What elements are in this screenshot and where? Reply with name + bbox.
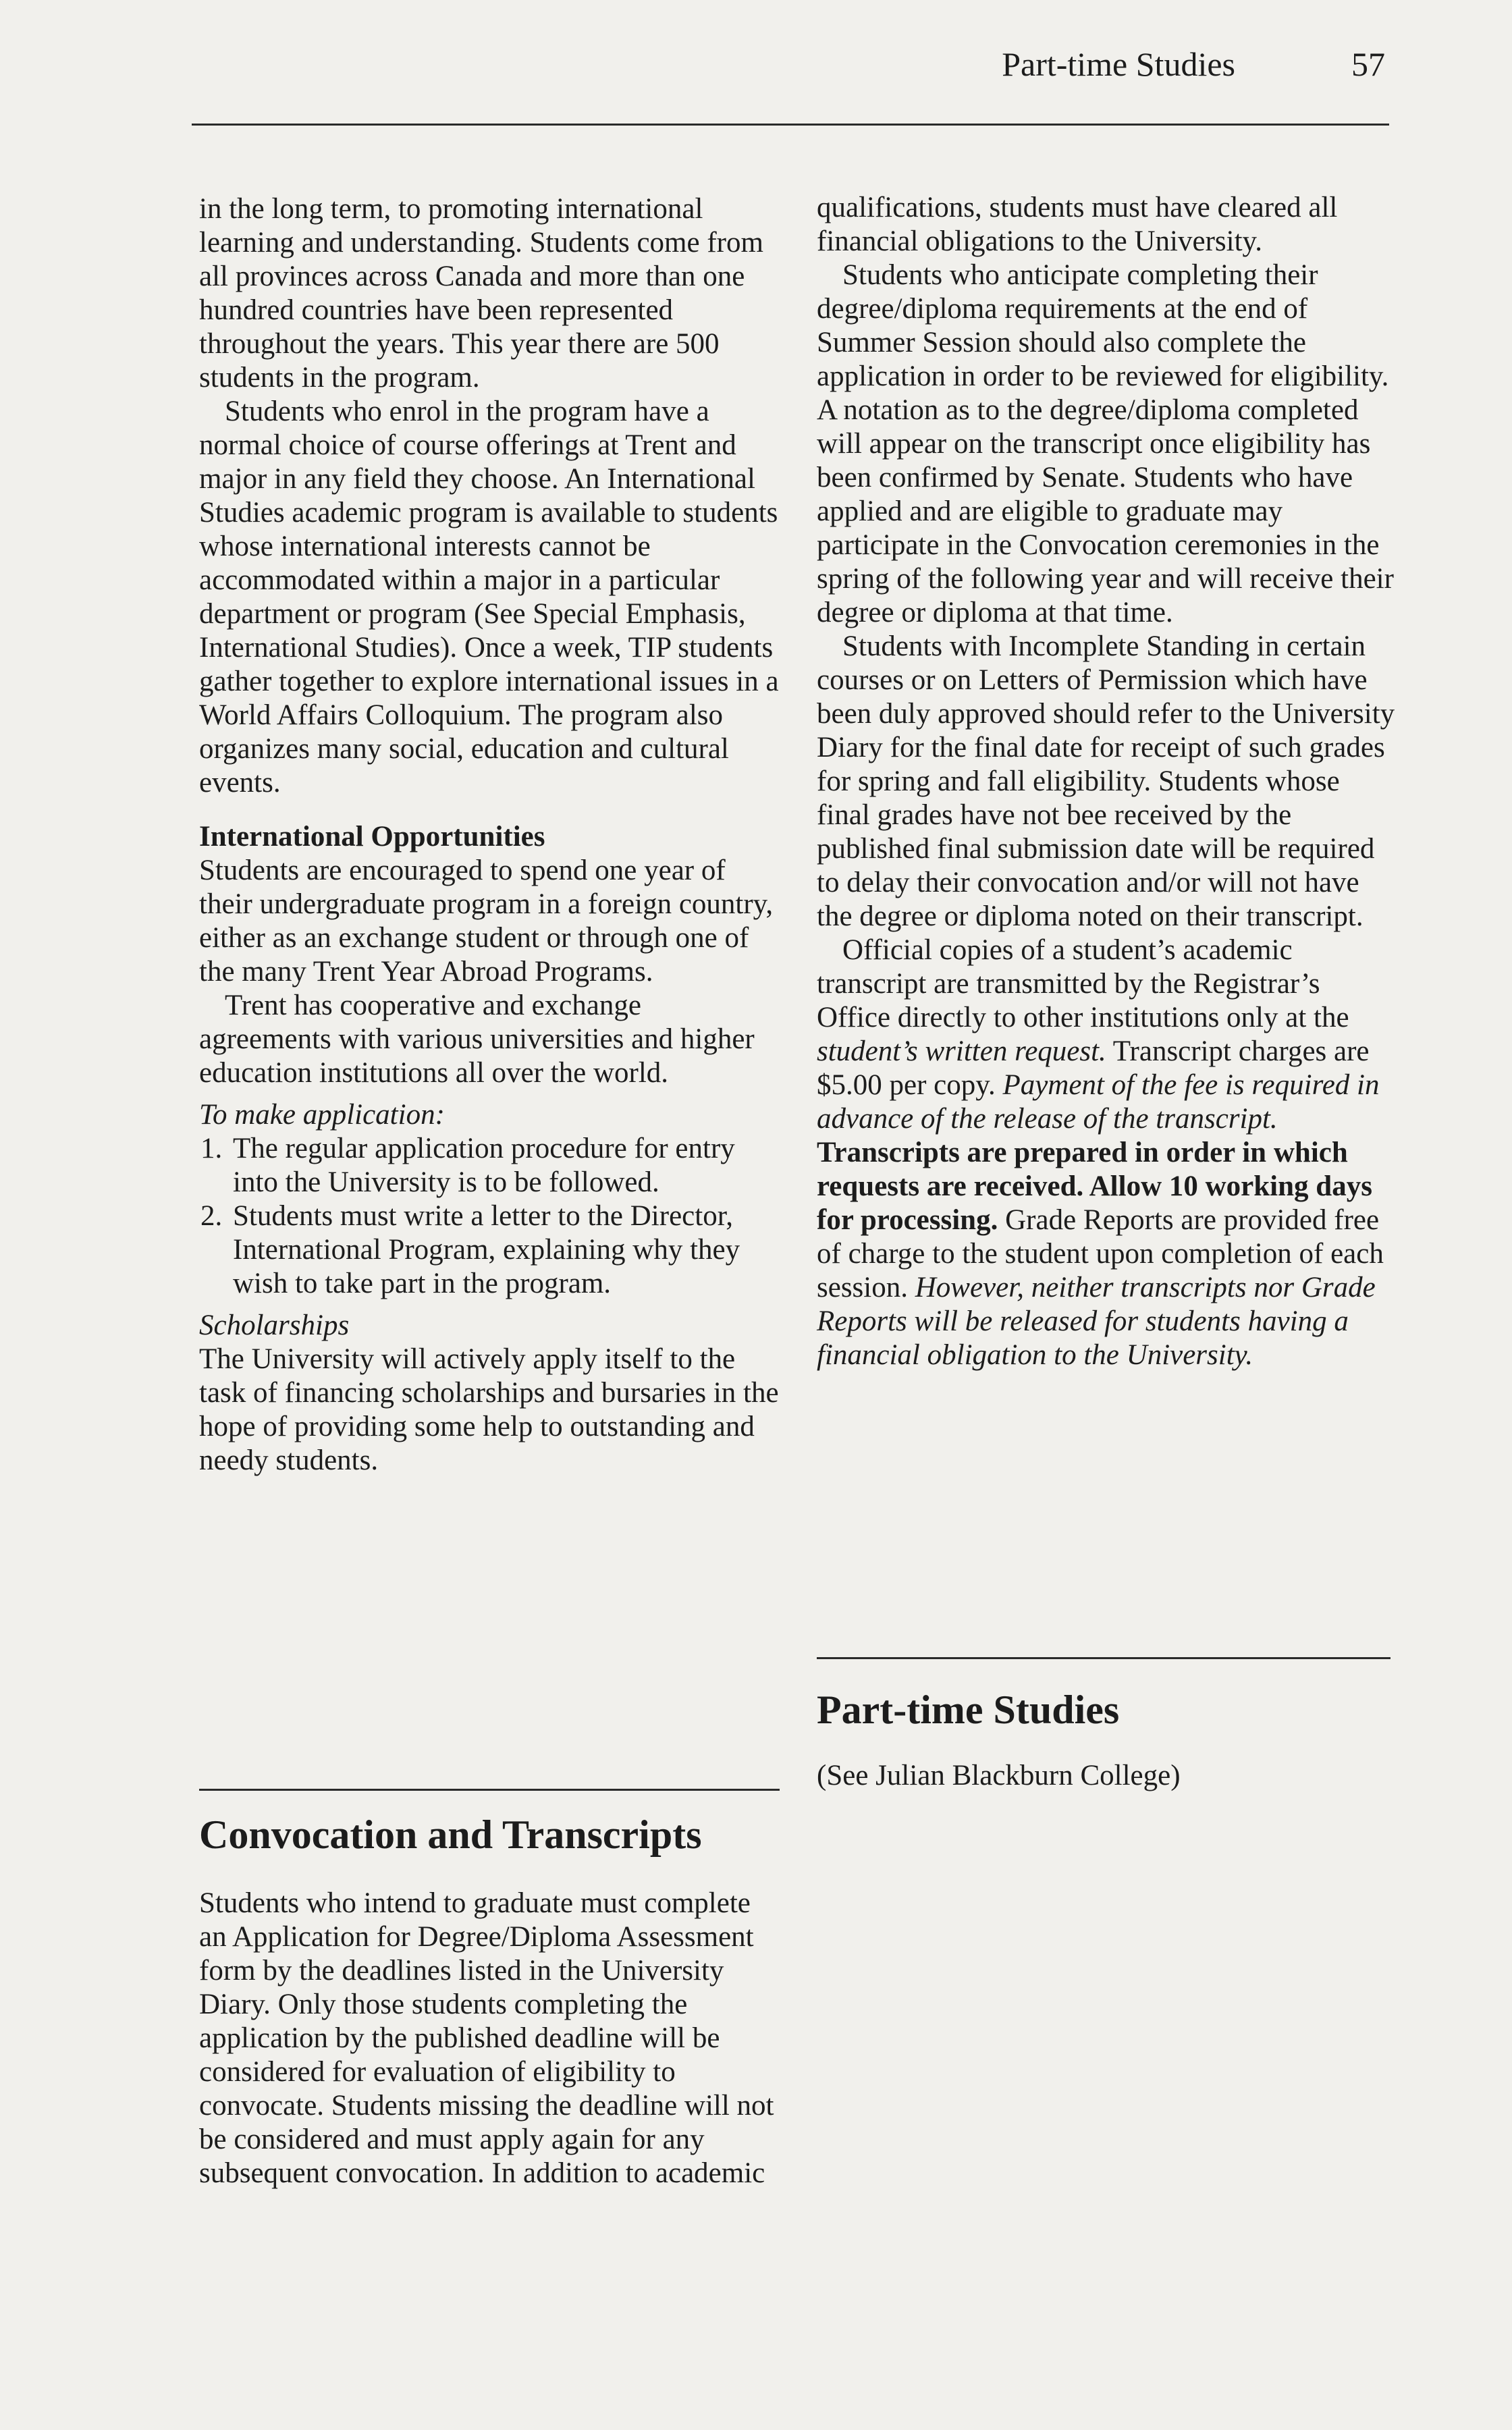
left-column (199, 192, 780, 1478)
running-header-title: Part-time Studies (1002, 45, 1235, 83)
list-item (199, 1199, 780, 1301)
section-title-part-time-studies: Part-time Studies (817, 1688, 1120, 1732)
text-run-italic: Payment of the fee is required in advance of the release of the transcript. (817, 1069, 1380, 1135)
text-run-bold: Transcripts are prepared in order in which requests are received. Allow 10 working days for processing. (817, 1137, 1372, 1236)
right-column (817, 191, 1397, 1372)
application-steps-list (199, 1132, 780, 1301)
section-rule (199, 1789, 780, 1791)
list-item-number: 2. (200, 1200, 223, 1232)
list-item-text: Students must write a letter to the Director, International Program, explaining why they wish to take part in the program. (233, 1200, 740, 1299)
convocation-section (199, 1789, 780, 2190)
paragraph: Students who anticipate completing their degree/diploma requirements at the end of Summer Session should also complete the application in order to be reviewed for eligibility. A notation as to the degree/diploma completed will appear on the transcript once eligibility has been confirmed by Senate. Students who have applied and are eligible to graduate may participate in the Convocation ceremonies in the spring of the following year and will receive their degree or diploma at that time. (817, 259, 1394, 628)
paragraph: Trent has cooperative and exchange agreements with various universities and higher education institutions all over the world. (199, 990, 755, 1089)
paragraph: qualifications, students must have cleared all financial obligations to the University. (817, 192, 1338, 257)
part-time-studies-section (817, 1657, 1390, 1793)
text-run: Transcript charges are $5.00 per copy. (817, 1035, 1370, 1101)
text-run-italic: However, neither transcripts nor Grade Reports will be released for students having a financial obligation to the University. (817, 1272, 1376, 1371)
paragraph: in the long term, to promoting international learning and understanding. Students come from all provinces across Canada and more than one hundred countries have been represented throughout the years. This year there are 500 students in the program. (199, 193, 763, 394)
transcript-paragraph (817, 934, 1397, 1372)
subheading-scholarships: Scholarships (199, 1310, 350, 1341)
text-run: Official copies of a student’s academic transcript are transmitted by the Registrar’s Office directly to other institutions only at the (817, 934, 1349, 1033)
page-number: 57 (1351, 45, 1385, 83)
section-rule (817, 1657, 1390, 1659)
list-item-text: The regular application procedure for entry into the University is to be followed. (233, 1133, 735, 1198)
list-item (199, 1132, 780, 1199)
paragraph: Students who intend to graduate must complete an Application for Degree/Diploma Assessment form by the deadlines listed in the University Diary. Only those students completing the application by the published deadline will be considered for evaluation of eligibility to convocate. Students missing the deadline will not be considered and must apply again for any subsequent convocation. In addition to academic (199, 1887, 774, 2189)
paragraph: Students who enrol in the program have a normal choice of course offerings at Trent and major in any field they choose. An International Studies academic program is available to students whose international interests cannot be accommodated within a major in a particular department or program (See Special Emphasis, International Studies). Once a week, TIP students gather together to explore international issues in a World Affairs Colloquium. The program also organizes many social, education and cultural events. (199, 396, 779, 799)
paragraph: Students are encouraged to spend one year of their undergraduate program in a foreign country, either as an exchange student or through one of the many Trent Year Abroad Programs. (199, 855, 774, 988)
paragraph: Students with Incomplete Standing in certain courses or on Letters of Permission which have been duly approved should refer to the University Diary for the final date for receipt of such grades for spring and fall eligibility. Students whose final grades have not bee received by the published final submission date will be required to delay their convocation and/or will not have the degree or diploma noted on their transcript. (817, 630, 1395, 932)
header-rule (192, 124, 1389, 126)
text-run-italic: student’s written request. (817, 1035, 1106, 1067)
list-item-number: 1. (200, 1133, 223, 1164)
text-run: Grade Reports are provided free of charge to the student upon completion of each session. (817, 1204, 1384, 1303)
section-title-convocation: Convocation and Transcripts (199, 1812, 702, 1857)
subheading-to-make-application: To make application: (199, 1099, 445, 1131)
section-heading-international-opportunities: International Opportunities (199, 821, 545, 853)
cross-reference-note: (See Julian Blackburn College) (817, 1760, 1181, 1791)
running-header (0, 40, 1512, 88)
paragraph: The University will actively apply itself to the task of financing scholarships and bursaries in the hope of providing some help to outstanding and needy students. (199, 1343, 779, 1476)
